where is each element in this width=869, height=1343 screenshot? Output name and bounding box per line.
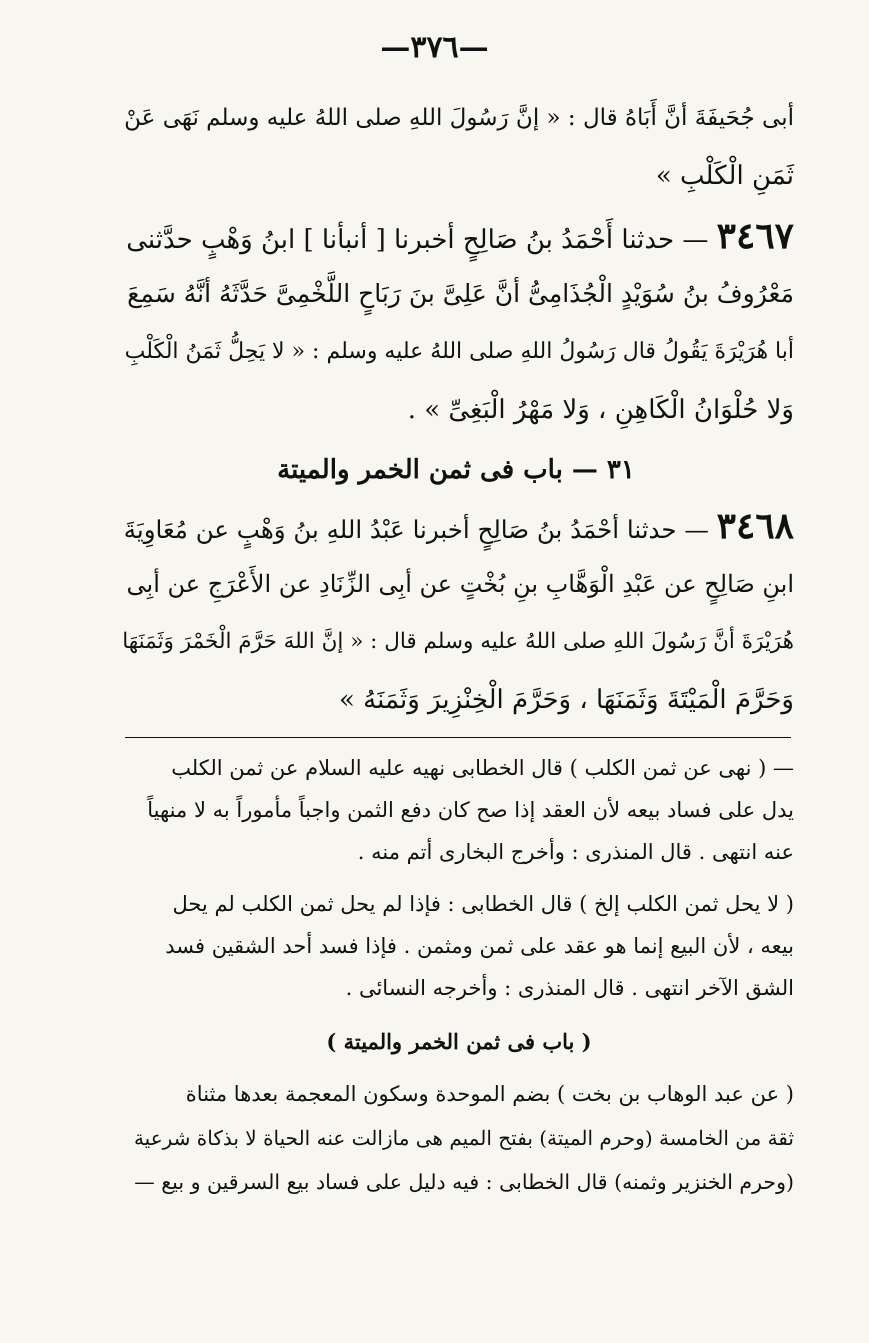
footnote-line: عنه انتهى . قال المنذرى : وأخرج البخارى أتم منه . xyxy=(357,840,794,864)
text-line: — حدثنا أحْمَدُ بنُ صَالِحٍ أخبرنا عَبْدُ اللهِ بنُ وَهْبٍ عن مُعَاوِيَةَ xyxy=(123,515,709,544)
main-text xyxy=(118,98,794,718)
text-line: هُرَيْرَةَ أنَّ رَسُولَ اللهِ صلى اللهُ عليه وسلم قال : « إنَّ اللهَ حَرَّمَ الْخَمْرَ وَثَمَنَهَا xyxy=(122,629,794,654)
footnote-line: الشق الآخر انتهى . قال المنذرى : وأخرجه النسائى . xyxy=(345,976,794,1000)
text-line: أبا هُرَيْرَةَ يَقُولُ قال رَسُولُ اللهِ صلى اللهُ عليه وسلم : « لا يَحِلُّ ثَمَنُ الْكَلْبِ xyxy=(124,339,794,364)
hadith-number: ٣٤٦٨ xyxy=(716,505,794,547)
hadith-3468-first-line xyxy=(124,506,794,550)
text-line: ابنِ صَالِحٍ عن عَبْدِ الْوَهَّابِ بنِ بُخْتٍ عن أبِى الزِّنَادِ عن الأَعْرَجِ عن أبِى xyxy=(126,570,794,598)
footnote-line: ثقة من الخامسة (وحرم الميتة) بفتح الميم هى مازالت عنه الحياة لا بذكاة شرعية xyxy=(133,1126,794,1150)
footnote-line: ( لا يحل ثمن الكلب إلخ ) قال الخطابى : فإذا لم يحل ثمن الكلب لم يحل xyxy=(172,892,794,916)
text-line: وَلا حُلْوَانُ الْكَاهِنِ ، وَلا مَهْرُ الْبَغِىِّ » . xyxy=(407,395,794,425)
footnote-line: (وحرم الخنزير وثمنه) قال الخطابى : فيه دليل على فساد بيع السرقين و بيع — xyxy=(134,1170,794,1194)
text-line: ثَمَنِ الْكَلْبِ » xyxy=(655,161,794,191)
hadith-number: ٣٤٦٧ xyxy=(716,215,794,257)
hadith-3467-first-line xyxy=(126,216,794,260)
chapter-heading: ٣١ — باب فى ثمن الخمر والميتة xyxy=(277,455,635,485)
footnote-heading: ( باب فى ثمن الخمر والميتة ) xyxy=(326,1029,592,1054)
footnote-line: — ( نهى عن ثمن الكلب ) قال الخطابى نهيه عليه السلام عن ثمن الكلب xyxy=(171,756,794,780)
page-number: —٣٧٦— xyxy=(380,30,489,65)
footnote-line: بيعه ، لأن البيع إنما هو عقد على ثمن ومثمن . فإذا فسد أحد الشقين فسد xyxy=(165,934,794,958)
text-line: وَحَرَّمَ الْمَيْتَةَ وَثَمَنَهَا ، وَحَرَّمَ الْخِنْزِيرَ وَثَمَنَهُ » xyxy=(339,685,794,715)
text-line: — حدثنا أَحْمَدُ بنُ صَالِحٍ أخبرنا [ أنبأنا ] ابنُ وَهْبٍ حدَّثنى xyxy=(126,225,709,255)
footnote-divider xyxy=(125,737,791,738)
footnote-line: يدل على فساد بيعه لأن العقد إذا صح كان دفع الثمن واجباً مأموراً به لا منهياً xyxy=(147,798,794,822)
footnote-line: ( عن عبد الوهاب بن بخت ) بضم الموحدة وسكون المعجمة بعدها مثناة xyxy=(185,1082,794,1106)
text-line: أبى جُحَيفَةَ أنَّ أَبَاهُ قال : « إنَّ رَسُولَ اللهِ صلى اللهُ عليه وسلم نَهَى عَنْ xyxy=(124,105,794,131)
text-line: مَعْرُوفُ بنُ سُوَيْدٍ الْجُذَامِىُّ أنَّ عَلِىَّ بنَ رَبَاحٍ اللَّخْمِىَّ حَدَّثَهُ أنَّهُ سَمِعَ xyxy=(127,279,794,308)
footnotes xyxy=(124,750,794,1220)
